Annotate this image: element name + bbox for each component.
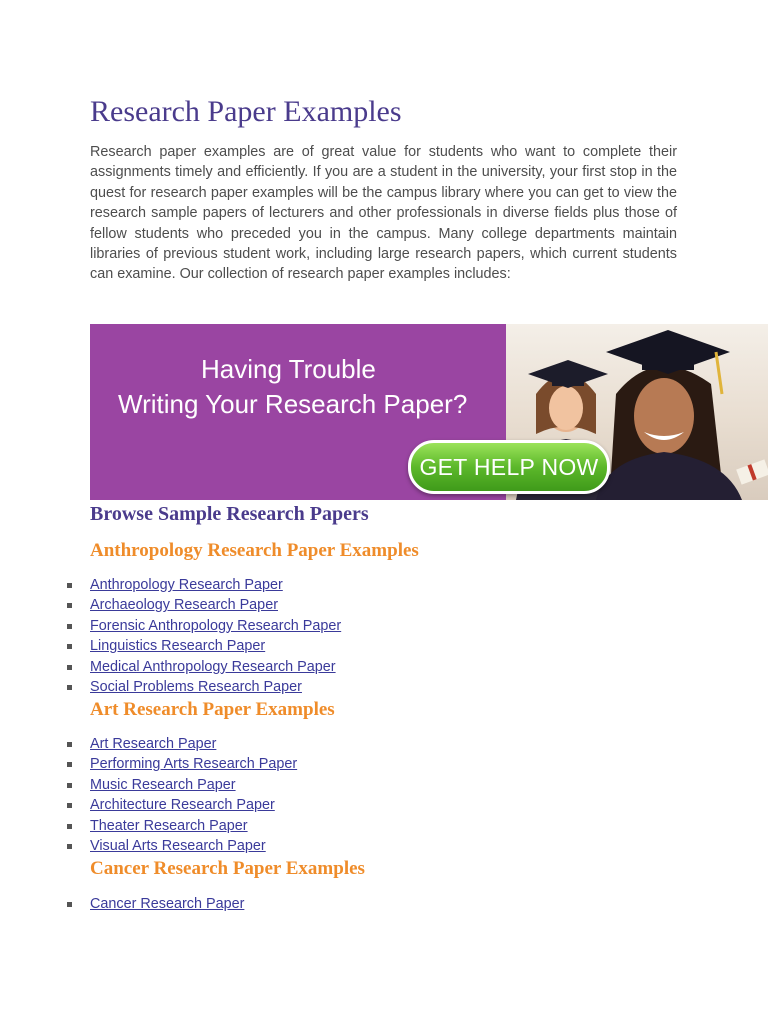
bullet-icon <box>67 742 72 747</box>
bullet-icon <box>67 844 72 849</box>
link-visual-arts[interactable]: Visual Arts Research Paper <box>90 837 266 854</box>
link-medical-anthropology[interactable]: Medical Anthropology Research Paper <box>90 658 336 675</box>
help-banner[interactable] <box>90 324 768 500</box>
bullet-icon <box>67 603 72 608</box>
page-title: Research Paper Examples <box>90 95 402 128</box>
link-architecture[interactable]: Architecture Research Paper <box>90 797 275 814</box>
link-theater[interactable]: Theater Research Paper <box>90 817 248 834</box>
intro-paragraph: Research paper examples are of great value for students who want to complete their assignments timely and efficiently. If you are a student in the university, your first stop in the quest for research paper examples will be the campus library where you can get to view the research sample papers of lecturers and other professionals in diverse fields plus those of fellow students who preceded you in the campus. Many college departments maintain libraries of previous student work, including large research papers, which current students can examine. Our collection of research paper examples includes: <box>90 144 677 283</box>
link-linguistics[interactable]: Linguistics Research Paper <box>90 638 266 655</box>
bullet-icon <box>67 583 72 588</box>
category-heading-cancer: Cancer Research Paper Examples <box>90 858 365 879</box>
link-cancer[interactable]: Cancer Research Paper <box>90 896 245 912</box>
bullet-icon <box>67 665 72 670</box>
bullet-icon <box>67 624 72 629</box>
link-archaeology[interactable]: Archaeology Research Paper <box>90 597 278 614</box>
link-forensic-anthropology[interactable]: Forensic Anthropology Research Paper <box>90 617 342 634</box>
bullet-icon <box>67 902 72 907</box>
browse-heading: Browse Sample Research Papers <box>90 503 369 525</box>
link-anthropology[interactable]: Anthropology Research Paper <box>90 577 283 593</box>
bullet-icon <box>67 644 72 649</box>
link-art[interactable]: Art Research Paper <box>90 736 217 752</box>
bullet-icon <box>67 824 72 829</box>
bullet-icon <box>67 762 72 767</box>
category-heading-art: Art Research Paper Examples <box>90 699 335 720</box>
link-social-problems[interactable]: Social Problems Research Paper <box>90 678 302 695</box>
link-music[interactable]: Music Research Paper <box>90 776 236 793</box>
banner-headline-2: Writing Your Research Paper? <box>118 389 468 419</box>
link-performing-arts[interactable]: Performing Arts Research Paper <box>90 756 298 773</box>
get-help-now-button[interactable]: GET HELP NOW <box>408 440 610 494</box>
category-heading-anthropology: Anthropology Research Paper Examples <box>90 540 419 561</box>
bullet-icon <box>67 803 72 808</box>
bullet-icon <box>67 783 72 788</box>
bullet-icon <box>67 685 72 690</box>
banner-headline-1: Having Trouble <box>201 354 376 384</box>
